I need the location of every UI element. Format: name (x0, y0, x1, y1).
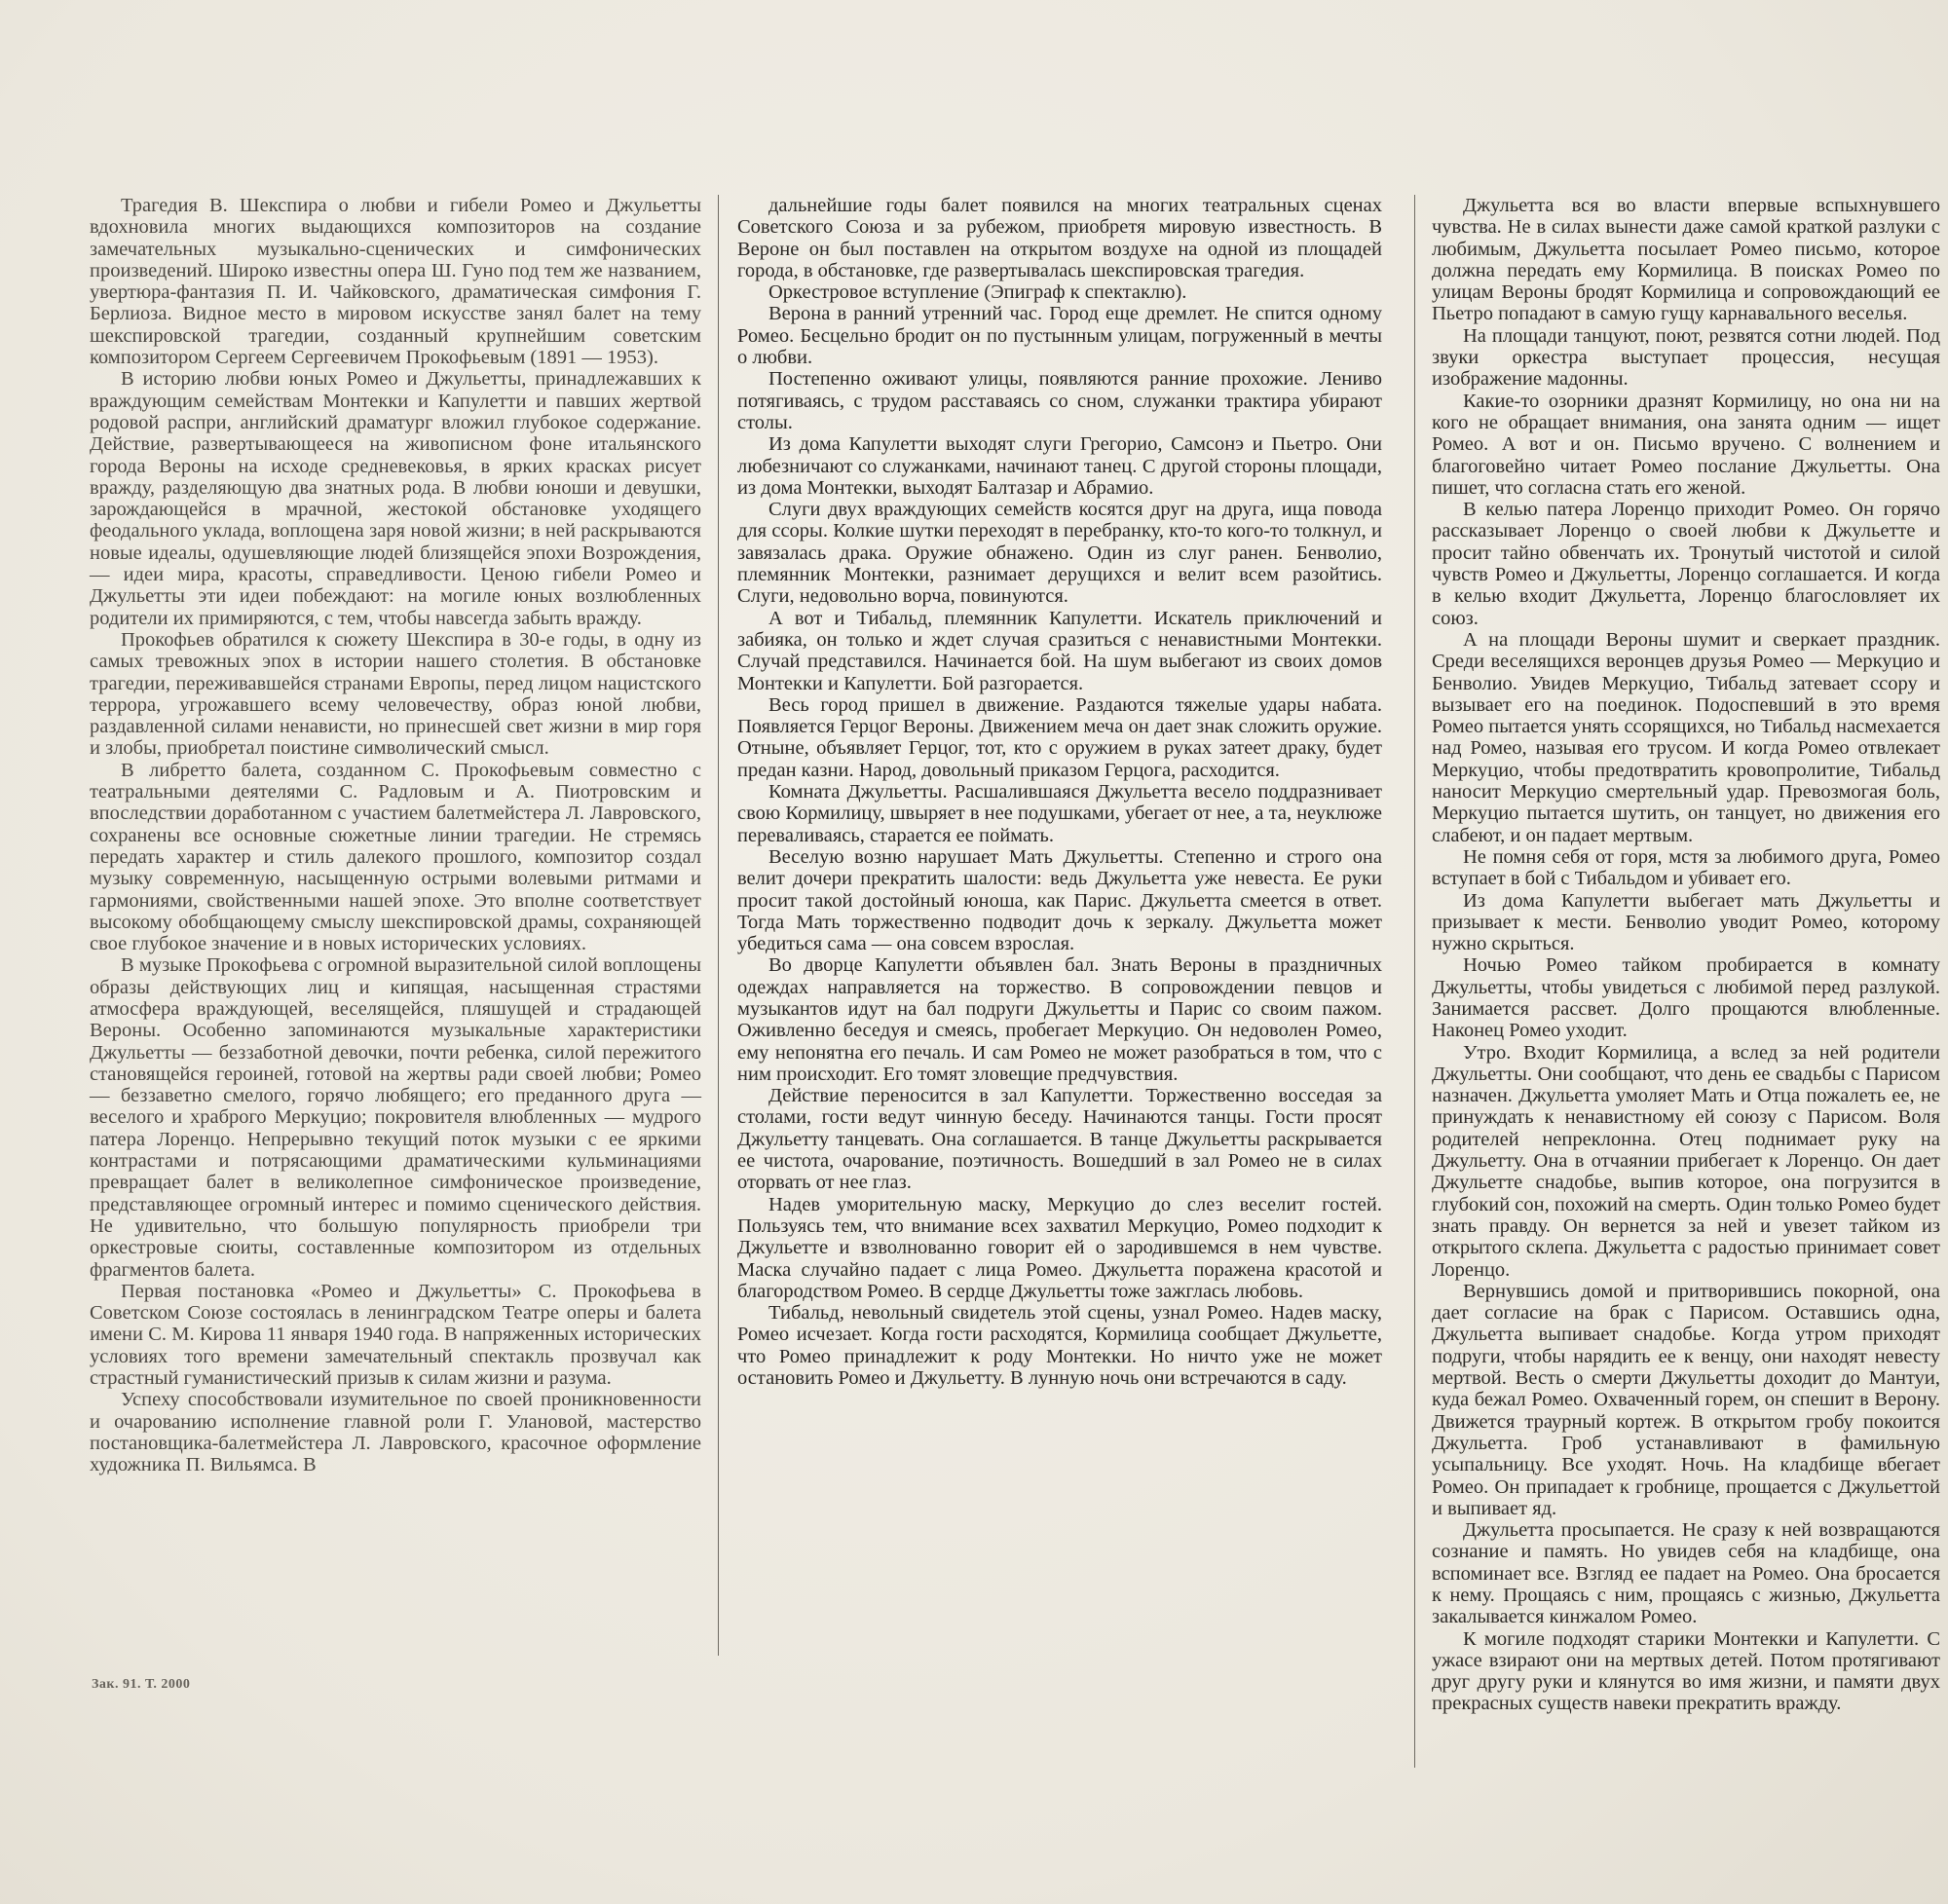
paragraph: Прокофьев обратился к сюжету Шекспира в 30-е годы, в одну из самых тревожных эпох в истории нашего столетия. В обстановке трагедии, переживавшейся странами Европы, перед лицом нацистского террора, угрожавшего всему человечеству, образ юной любви, раздавленной силами ненависти, но принесшей свет жизни в мир горя и злобы, приобретал поистине символический смысл. (90, 628, 701, 760)
paragraph: А на площади Вероны шумит и сверкает праздник. Среди веселящихся веронцев друзья Ромео — Меркуцио и Бенволио. Увидев Меркуцио, Тибальд затевает ссору и вызывает его на поединок. Подоспевший в это время Ромео пытается унять ссорящихся, но Тибальд насмехается над Ромео, называя его трусом. И когда Ромео отвлекает Меркуцио, чтобы предотвратить кровопролитие, Тибальд наносит Меркуцио смертельный удар. Превозмогая боль, Меркуцио пытается шутить, он танцует, но движения его слабеют, и он падает мертвым. (1432, 628, 1940, 846)
paragraph: Успеху способствовали изумительное по своей проникновенности и очарованию исполнение главной роли Г. Улановой, мастерство постановщика-балетмейстера Л. Лавровского, красочное оформление художника П. Вильямса. В (90, 1389, 701, 1476)
paragraph: Слуги двух враждующих семейств косятся друг на друга, ища повода для ссоры. Колкие шутки переходят в перебранку, кто-то кого-то толкнул, и завязалась драка. Оружие обнажено. Один из слуг ранен. Бенволио, племянник Монтекки, разнимает дерущихся и велит всем разойтись. Слуги, недовольно ворча, повинуются. (737, 499, 1382, 608)
paragraph: Постепенно оживают улицы, появляются ранние прохожие. Лениво потягиваясь, с трудом расставаясь со сном, служанки трактира убирают столы. (737, 368, 1382, 433)
paragraph: Тибальд, невольный свидетель этой сцены, узнал Ромео. Надев маску, Ромео исчезает. Когда гости расходятся, Кормилица сообщает Джульетте, что Ромео принадлежит к роду Монтекки. Но ничто уже не может остановить Ромео и Джульетту. В лунную ночь они встречаются в саду. (737, 1302, 1382, 1390)
text-column-3 (1432, 195, 1940, 1802)
paragraph: В историю любви юных Ромео и Джульетты, принадлежавших к враждующим семействам Монтекки и Капулетти и павших жертвой родовой распри, английский драматург вложил глубокое содержание. Действие, развертывающееся на живописном фоне итальянского города Вероны на исходе средневековья, в ярких красках рисует вражду, разделяющую два знатных рода. В любви юноши и девушки, зарождающейся в мрачной, жестокой обстановке уходящего феодального уклада, воплощена заря новой жизни; в ней раскрываются новые идеалы, одушевляющие людей близящейся эпохи Возрождения, — идеи мира, красоты, справедливости. Ценою гибели Ромео и Джульетты эти идеи побеждают: на могиле юных возлюбленных родители их примиряются, с тем, чтобы навсегда забыть вражду. (90, 368, 701, 629)
text-column-2 (737, 195, 1382, 1389)
column-divider-1 (718, 195, 719, 1656)
paragraph: Веселую возню нарушает Мать Джульетты. Степенно и строго она велит дочери прекратить шалости: ведь Джульетта уже невеста. Ее руки просит такой достойный юноша, как Парис. Джульетта смеется в ответ. Тогда Мать торжественно подводит дочь к зеркалу. Джульетта может убедиться сама — она совсем взрослая. (737, 845, 1382, 955)
paragraph: Оркестровое вступление (Эпиграф к спектаклю). (768, 281, 1187, 304)
paragraph: В келью патера Лоренцо приходит Ромео. Он горячо рассказывает Лоренцо о своей любви к Джульетте и просит тайно обвенчать их. Тронутый чистотой и силой чувств Ромео и Джульетты, Лоренцо соглашается. И когда в келью входит Джульетта, Лоренцо благословляет их союз. (1432, 499, 1940, 629)
paragraph: дальнейшие годы балет появился на многих театральных сценах Советского Союза и за рубежом, приобретя мировую известность. В Вероне он был поставлен на открытом воздухе на одной из площадей города, в обстановке, где развертывалась шекспировская трагедия. (737, 195, 1382, 281)
paragraph: Не помня себя от горя, мстя за любимого друга, Ромео вступает в бой с Тибальдом и убивает его. (1432, 845, 1940, 890)
paragraph: Комната Джульетты. Расшалившаяся Джульетта весело поддразнивает свою Кормилицу, швыряет в нее подушками, убегает от нее, а та, неуклюже переваливаясь, старается ее поймать. (737, 781, 1382, 846)
paragraph: Утро. Входит Кормилица, а вслед за ней родители Джульетты. Они сообщают, что день ее свадьбы с Парисом назначен. Джульетта умоляет Мать и Отца пожалеть ее, не принуждать к ненавистному ей союзу с Парисом. Воля родителей непреклонна. Отец поднимает руку на Джульетту. Она в отчаянии прибегает к Лоренцо. Он дает Джульетте снадобье, выпив которое, она погрузится в глубокий сон, похожий на смерть. Один только Ромео будет знать правду. Он вернется за ней и увезет тайком из открытого склепа. Джульетта с радостью принимает совет Лоренцо. (1432, 1041, 1940, 1281)
paragraph: Ночью Ромео тайком пробирается в комнату Джульетты, чтобы увидеться с любимой перед разлукой. Занимается рассвет. Долго прощаются влюбленные. Наконец Ромео уходит. (1432, 954, 1940, 1042)
paragraph: Джульетта просыпается. Не сразу к ней возвращаются сознание и память. Но увидев себя на кладбище, она вспоминает все. Взгляд ее падает на Ромео. Она бросается к нему. Прощаясь с ним, прощаясь с жизнью, Джульетта закалывается кинжалом Ромео. (1432, 1519, 1940, 1628)
paragraph: Из дома Капулетти выходят слуги Грегорио, Самсонэ и Пьетро. Они любезничают со служанками, начинают танец. С другой стороны площади, из дома Монтекки, выходят Балтазар и Абрамио. (737, 433, 1382, 499)
paragraph: Из дома Капулетти выбегает мать Джульетты и призывает к мести. Бенволио уводит Ромео, которому нужно скрыться. (1432, 889, 1940, 955)
paragraph: На площади танцуют, поют, резвятся сотни людей. Под звуки оркестра выступает процессия, несущая изображение мадонны. (1432, 324, 1940, 391)
paragraph: Действие переносится в зал Капулетти. Торжественно восседая за столами, гости ведут чинную беседу. Начинаются танцы. Гости просят Джульетту танцевать. Она соглашается. В танце Джульетты раскрывается ее чистота, очарование, поэтичность. Вошедший в зал Ромео не в силах оторвать от нее глаз. (737, 1085, 1382, 1194)
paragraph: В либретто балета, созданном С. Прокофьевым совместно с театральными деятелями С. Радловым и А. Пиотровским и впоследствии доработанном с участием балетмейстера Л. Лавровского, сохранены все основные сюжетные линии трагедии. Не стремясь передать характер и стиль далекого прошлого, композитор создал музыку современную, насыщенную острыми волевыми ритмами и гармониями, свойственными нашей эпохе. Это вполне соответствует высокому обобщающему смыслу шекспировской драмы, сохраняющей свое глубокое значение и в новых исторических условиях. (90, 759, 701, 955)
paragraph: Верона в ранний утренний час. Город еще дремлет. Не спится одному Ромео. Бесцельно бродит он по пустынным улицам, погруженный в мечты о любви. (737, 303, 1382, 369)
paragraph: Вернувшись домой и притворившись покорной, она дает согласие на брак с Парисом. Оставшись одна, Джульетта выпивает снадобье. Когда утром приходят подруги, чтобы нарядить ее к венцу, они находят невесту мертвой. Весть о смерти Джульетты доходит до Мантуи, куда бежал Ромео. Охваченный горем, он спешит в Верону. Движется траурный кортеж. В открытом гробу покоится Джульетта. Гроб устанавливают в фамильную усыпальницу. Все уходят. Ночь. На кладбище вбегает Ромео. Он припадает к гробнице, прощается с Джульеттой и выпивает яд. (1432, 1280, 1940, 1519)
print-order-note: Зак. 91. Т. 2000 (92, 1677, 191, 1692)
paragraph: Весь город пришел в движение. Раздаются тяжелые удары набата. Появляется Герцог Вероны. Движением меча он дает знак сложить оружие. Отныне, объявляет Герцог, тот, кто с оружием в руках затеет драку, будет предан казни. Народ, довольный приказом Герцога, расходится. (737, 693, 1382, 781)
paragraph: Надев уморительную маску, Меркуцио до слез веселит гостей. Пользуясь тем, что внимание всех захватил Меркуцио, Ромео подходит к Джульетте и взволнованно говорит ей о зародившемся в нем чувстве. Маска случайно падает с лица Ромео. Джульетта поражена красотой и благородством Ромео. В сердце Джульетты тоже зажглась любовь. (737, 1193, 1382, 1302)
text-column-1 (90, 195, 701, 1476)
paragraph: Какие-то озорники дразнят Кормилицу, но она ни на кого не обращает внимания, она занята одним — ищет Ромео. А вот и он. Письмо вручено. С волнением и благоговейно читает Ромео послание Джульетты. Она пишет, что согласна стать его женой. (1432, 390, 1940, 499)
paragraph: Во дворце Капулетти объявлен бал. Знать Вероны в праздничных одеждах направляется на торжество. В сопровождении певцов и музыкантов идут на бал подруги Джульетты и Парис со своим пажом. Оживленно беседуя и смеясь, пробегает Меркуцио. Он недоволен Ромео, ему непонятна его печаль. И сам Ромео не может разобраться в том, что с ним происходит. Его томят зловещие предчувствия. (737, 954, 1382, 1085)
column-divider-2 (1414, 195, 1415, 1768)
paragraph: Трагедия В. Шекспира о любви и гибели Ромео и Джульетты вдохновила многих выдающихся композиторов на создание замечательных музыкально-сценических и симфонических произведений. Широко известны опера Ш. Гуно под тем же названием, увертюра-фантазия П. И. Чайковского, драматическая симфония Г. Берлиоза. Видное место в мировом искусстве занял балет на тему шекспировской трагедии, созданный крупнейшим советским композитором Сергеем Сергеевичем Прокофьевым (1891 — 1953). (90, 195, 701, 369)
paragraph: Джульетта вся во власти впервые вспыхнувшего чувства. Не в силах вынести даже самой краткой разлуки с любимым, Джульетта посылает Ромео письмо, которое должна передать ему Кормилица. В поисках Ромео по улицам Вероны бродят Кормилица и сопровождающий ее Пьетро попадают в самую гущу карнавального веселья. (1432, 195, 1940, 325)
paragraph: В музыке Прокофьева с огромной выразительной силой воплощены образы действующих лиц и кипящая, насыщенная страстями атмосфера враждующей, веселящейся, пляшущей и страдающей Вероны. Особенно запоминаются музыкальные характеристики Джульетты — беззаботной девочки, почти ребенка, силой пережитого становящейся героиней, готовой на жертвы ради своей любви; Ромео — беззаветно смелого, горячо любящего; его преданного друга — веселого и храброго Меркуцио; покровителя влюбленных — мудрого патера Лоренцо. Непрерывно текущий поток музыки с ее яркими контрастами и потрясающими драматическими кульминациями превращает балет в великолепное симфоническое произведение, представляющее огромный интерес и помимо сценического действия. Не удивительно, что большую популярность приобрели три оркестровые сюиты, составленные композитором из отдельных фрагментов балета. (90, 954, 701, 1281)
paragraph: К могиле подходят старики Монтекки и Капулетти. С ужасе взирают они на мертвых детей. Потом протягивают друг другу руки и клянутся во имя жизни, и памяти двух прекрасных существ навеки прекратить вражду. (1432, 1627, 1940, 1715)
paragraph: Первая постановка «Ромео и Джульетты» С. Прокофьева в Советском Союзе состоялась в ленинградском Театре оперы и балета имени С. М. Кирова 11 января 1940 года. В напряженных исторических условиях того времени замечательный спектакль прозвучал как страстный гуманистический призыв к силам жизни и разума. (90, 1280, 701, 1390)
paragraph: А вот и Тибальд, племянник Капулетти. Искатель приключений и забияка, он только и ждет случая сразиться с ненавистными Монтекки. Случай представился. Начинается бой. На шум выбегают из своих домов Монтекки и Капулетти. Бой разгорается. (737, 607, 1382, 694)
